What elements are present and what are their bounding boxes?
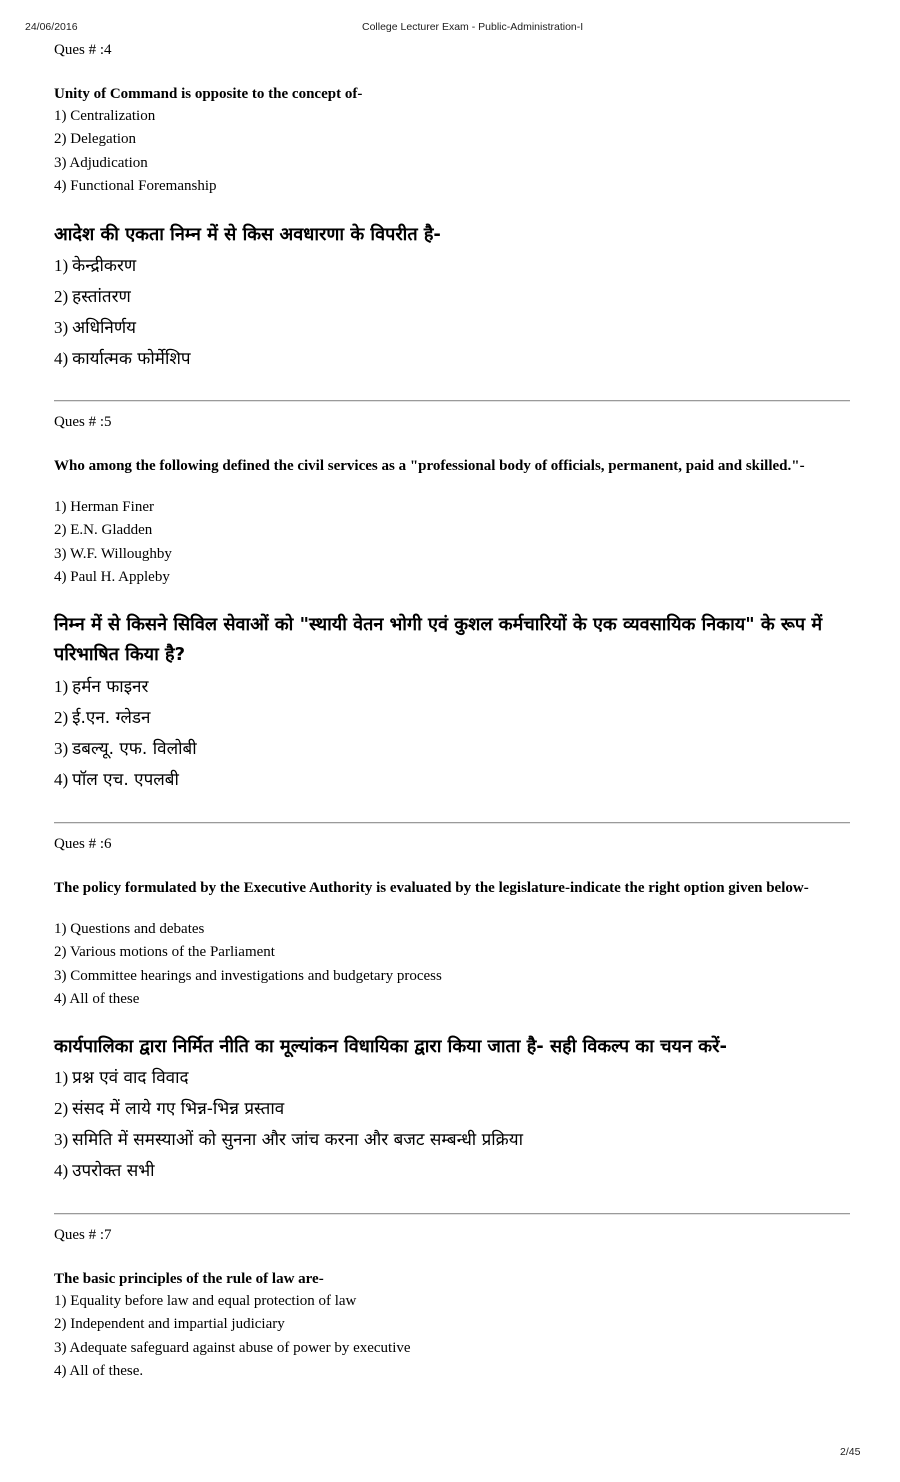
option-3-hindi — [54, 1124, 523, 1155]
option-4-hindi — [54, 764, 197, 795]
option-text: समिति में समस्याओं को सुनना और जांच करना और बजट सम्बन्धी प्रक्रिया — [72, 1130, 523, 1150]
option-text: हर्मन फाइनर — [72, 677, 149, 697]
header-date: 24/06/2016 — [25, 21, 78, 33]
option-number: 3) — [54, 318, 69, 337]
options-hindi — [54, 1062, 523, 1186]
option-3: 3) W.F. Willoughby — [54, 545, 172, 562]
option-1: 1) Herman Finer — [54, 499, 154, 515]
option-3: 3) Adjudication — [54, 154, 148, 171]
option-4: 4) Paul H. Appleby — [54, 568, 170, 585]
option-number: 2) — [54, 287, 69, 306]
options-english — [54, 105, 216, 198]
option-number: 2) — [54, 1099, 69, 1118]
options-hindi — [54, 671, 197, 795]
option-text: डबल्यू. एफ. विलोबी — [72, 739, 197, 759]
option-number: 3) — [54, 1130, 69, 1149]
option-number: 4) — [54, 349, 69, 368]
option-3: 3) Adequate safeguard against abuse of power by executive — [54, 1339, 411, 1356]
option-4-hindi — [54, 343, 191, 374]
options-english — [54, 918, 442, 1011]
option-text: अधिनिर्णय — [72, 318, 137, 338]
option-1: 1) Centralization — [54, 108, 156, 124]
option-text: ई.एन. ग्लेडन — [72, 708, 151, 728]
section-divider — [54, 822, 850, 824]
option-4: 4) All of these. — [54, 1362, 144, 1379]
option-3-hindi — [54, 312, 191, 343]
option-text: प्रश्न एवं वाद विवाद — [72, 1068, 189, 1088]
option-text: केन्द्रीकरण — [72, 256, 137, 276]
option-3-hindi — [54, 733, 197, 764]
option-1: 1) Questions and debates — [54, 921, 205, 937]
question-text-hindi: आदेश की एकता निम्न में से किस अवधारणा के विपरीत है- — [54, 224, 441, 245]
option-number: 4) — [54, 1161, 69, 1180]
header-title: College Lecturer Exam - Public-Administration-I — [362, 21, 584, 33]
option-2: 2) E.N. Gladden — [54, 522, 153, 539]
option-number: 1) — [54, 256, 69, 275]
option-2: 2) Various motions of the Parliament — [54, 944, 275, 961]
option-4-hindi — [54, 1155, 523, 1186]
option-2-hindi — [54, 1093, 523, 1124]
question-text-hindi: कार्यपालिका द्वारा निर्मित नीति का मूल्यांकन विधायिका द्वारा किया जाता है- सही विकल्प का चयन करें- — [54, 1036, 727, 1057]
option-2-hindi — [54, 702, 197, 733]
option-text: कार्यात्मक फोर्मेशिप — [72, 349, 191, 369]
option-number: 4) — [54, 770, 69, 789]
option-2: 2) Independent and impartial judiciary — [54, 1316, 285, 1333]
section-divider — [54, 400, 850, 402]
option-number: 2) — [54, 708, 69, 727]
question-text-english: Unity of Command is opposite to the concept of- — [54, 86, 363, 102]
option-2-hindi — [54, 281, 191, 312]
question-number: Ques # :6 — [54, 836, 112, 852]
option-4: 4) All of these — [54, 990, 140, 1007]
option-1: 1) Equality before law and equal protection of law — [54, 1293, 357, 1309]
options-english — [54, 1290, 411, 1383]
question-text-english: The policy formulated by the Executive Authority is evaluated by the legislature-indicate the right option given below- — [54, 880, 809, 896]
option-number: 1) — [54, 677, 69, 696]
option-4: 4) Functional Foremanship — [54, 177, 217, 194]
options-english — [54, 496, 172, 589]
option-text: संसद में लाये गए भिन्न-भिन्न प्रस्ताव — [72, 1099, 285, 1119]
question-number: Ques # :4 — [54, 42, 112, 58]
option-2: 2) Delegation — [54, 131, 137, 148]
option-text: पॉल एच. एपलबी — [72, 770, 179, 790]
option-3: 3) Committee hearings and investigations and budgetary process — [54, 967, 442, 984]
question-text-hindi: निम्न में से किसने सिविल सेवाओं को "स्थायी वेतन भोगी एवं कुशल कर्मचारियों के एक व्यवसायिक निकाय" के रूप में परिभाषित किया है? — [54, 614, 823, 665]
option-1-hindi — [54, 671, 197, 702]
options-hindi — [54, 250, 191, 374]
option-number: 1) — [54, 1068, 69, 1087]
section-divider — [54, 1213, 850, 1215]
option-1-hindi — [54, 1062, 523, 1093]
question-text-english: The basic principles of the rule of law are- — [54, 1271, 324, 1287]
question-number: Ques # :5 — [54, 414, 112, 430]
option-text: उपरोक्त सभी — [72, 1161, 155, 1181]
option-1-hindi — [54, 250, 191, 281]
question-number: Ques # :7 — [54, 1227, 112, 1243]
option-text: हस्तांतरण — [72, 287, 131, 307]
question-text-english: Who among the following defined the civil services as a "professional body of officials, permanent, paid and skilled."- — [54, 458, 805, 474]
option-number: 3) — [54, 739, 69, 758]
page-number: 2/45 — [840, 1446, 861, 1458]
